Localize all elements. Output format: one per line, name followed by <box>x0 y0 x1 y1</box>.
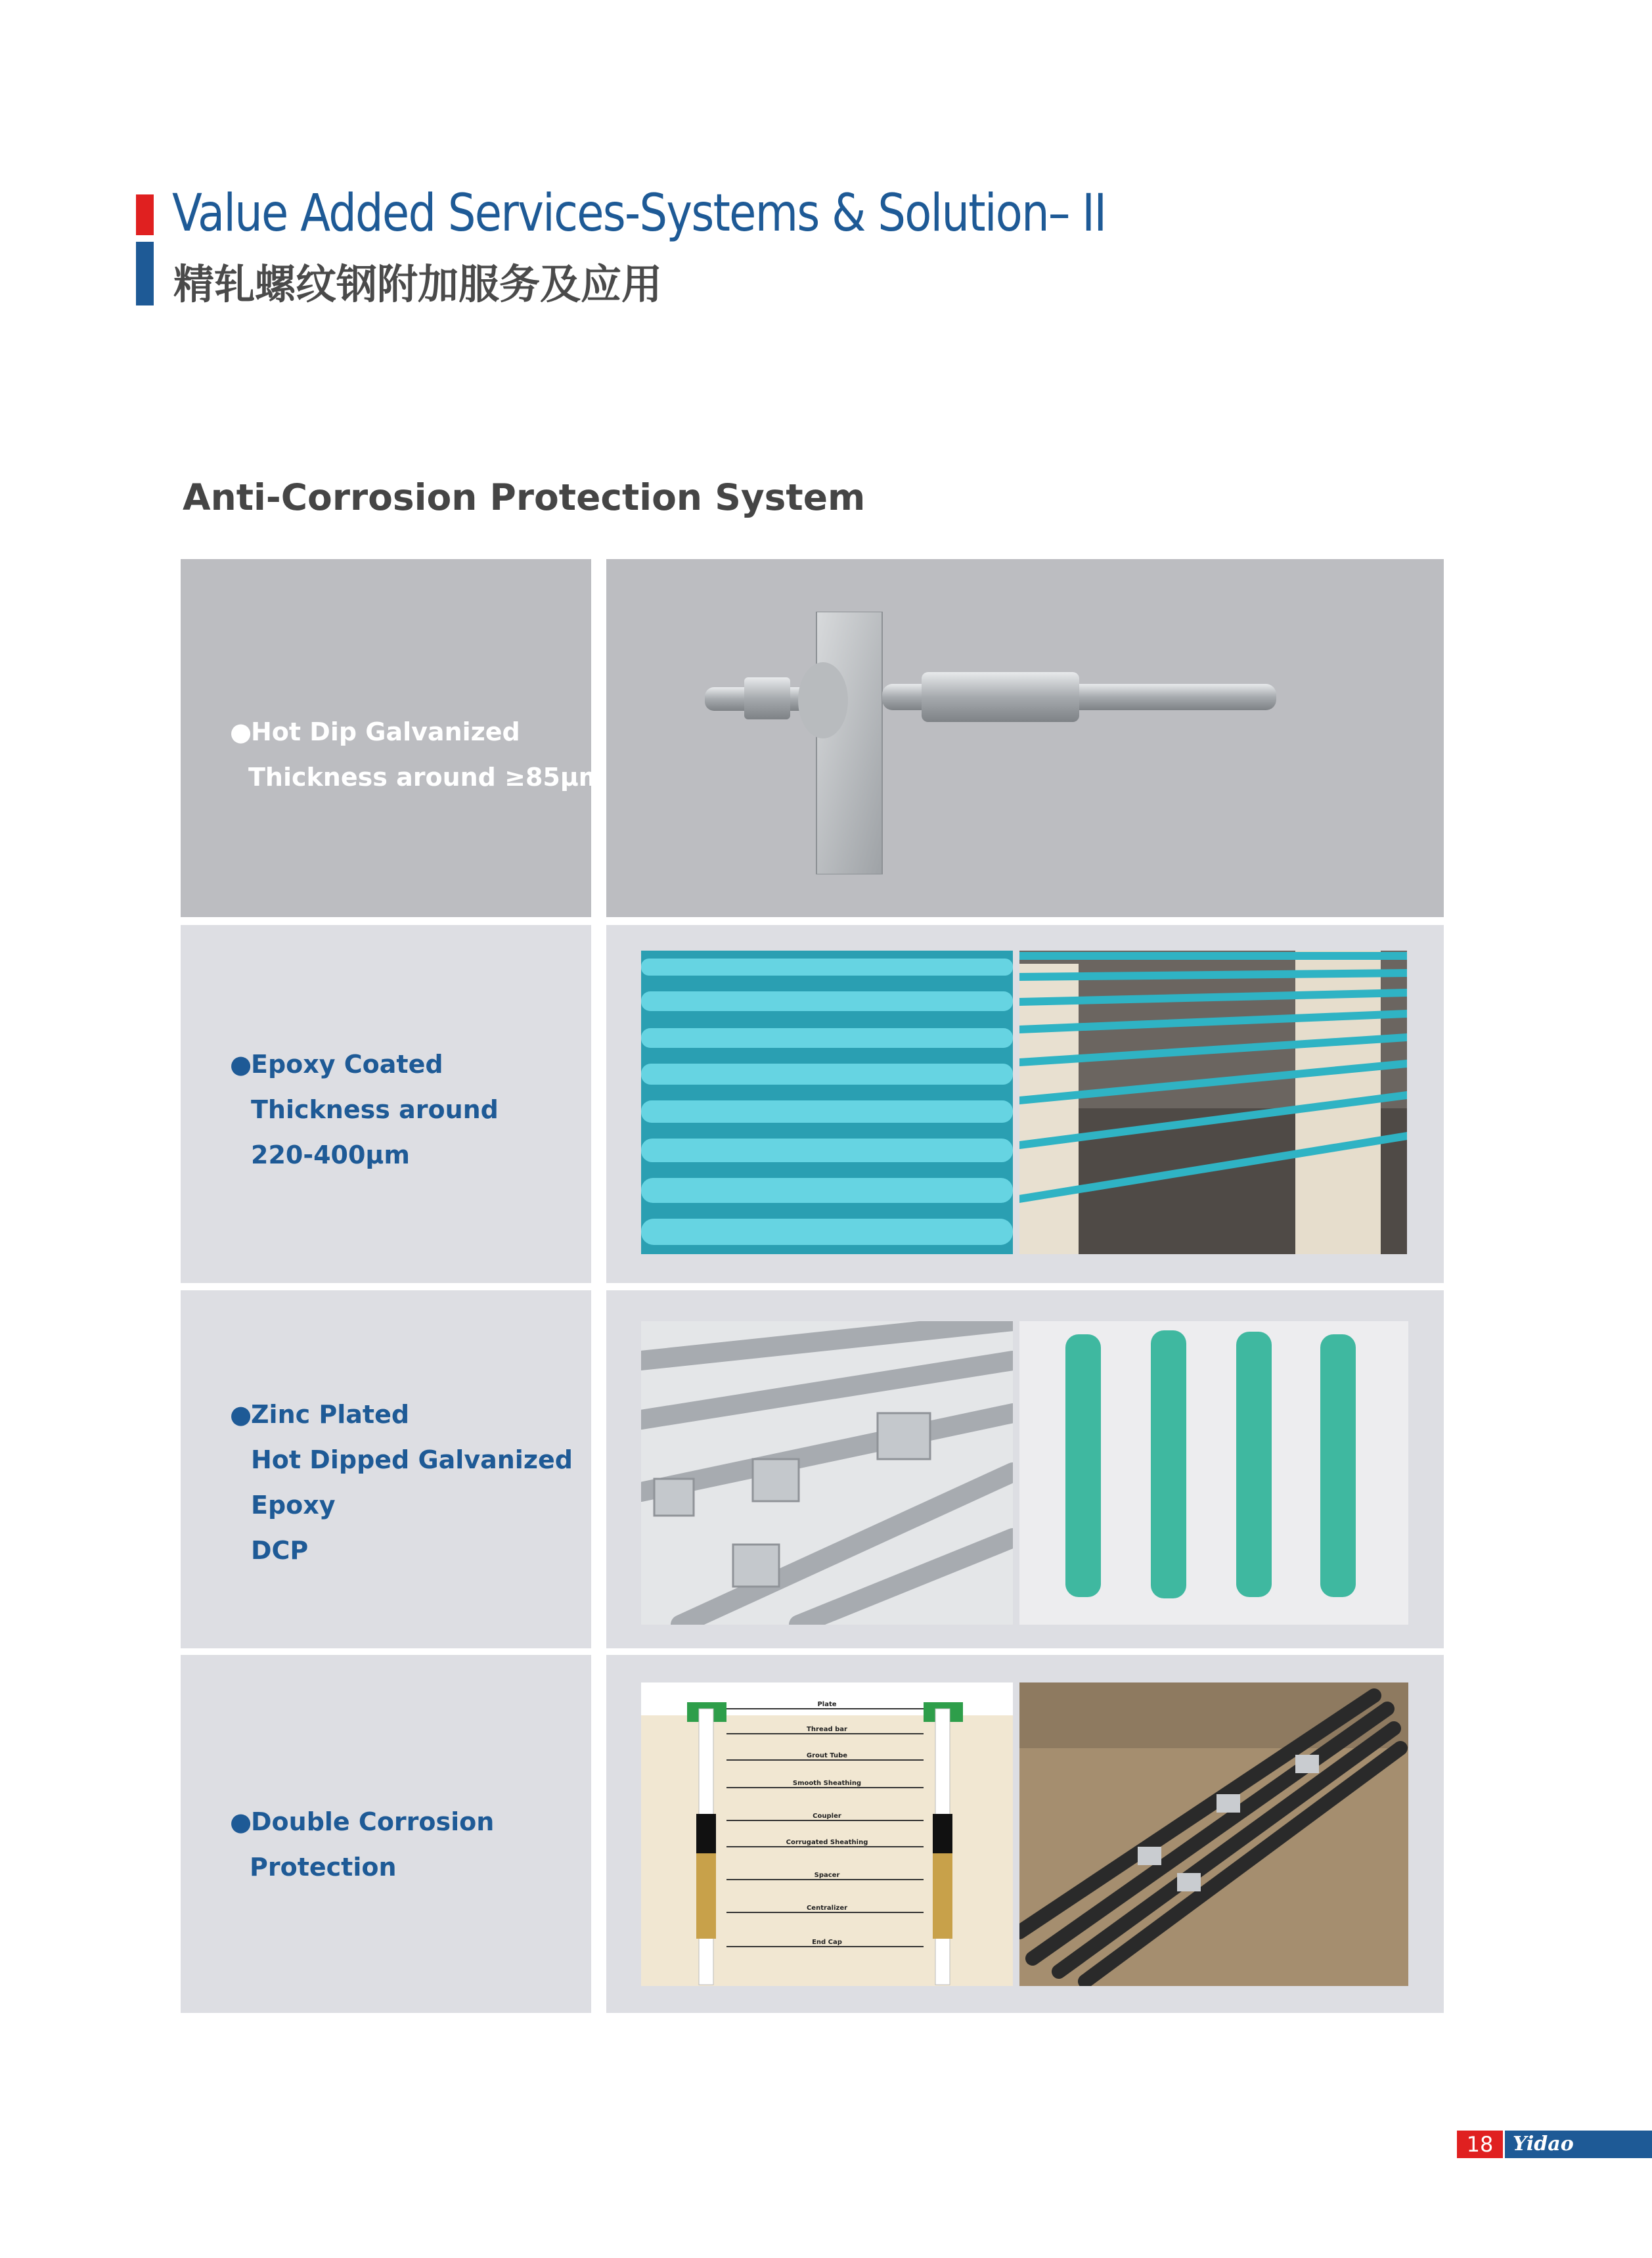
row-line <box>230 710 585 755</box>
section-heading: Anti-Corrosion Protection System <box>183 476 866 518</box>
diagram-label: Plate <box>817 1701 837 1708</box>
title-accent-blue <box>136 242 154 305</box>
diagram-label: Coupler <box>813 1813 841 1820</box>
diagram-label: Thread bar <box>807 1726 847 1733</box>
row-line-text: Epoxy Coated <box>251 1050 443 1079</box>
row-line: Protection <box>250 1853 397 1882</box>
row-epoxy-coated <box>181 925 1444 1283</box>
galvanized-bolt-image <box>705 612 1296 874</box>
row-line-text: Hot Dip Galvanized <box>251 717 520 746</box>
row-text-block <box>230 1392 585 1573</box>
dcp-anchor-diagram <box>641 1682 1013 1986</box>
row-text-cell <box>181 1290 591 1648</box>
diagram-label: Spacer <box>814 1872 840 1879</box>
row-text-block <box>230 1042 585 1178</box>
bullet-icon: ● <box>230 1050 252 1079</box>
page-title-english: Value Added Services-Systems & Solution– II <box>172 184 1106 243</box>
row-line-text: Zinc Plated <box>251 1400 410 1429</box>
zinc-plated-bars-image <box>641 1321 1013 1625</box>
row-text-block <box>230 1799 585 1890</box>
title-accent-red <box>136 194 154 235</box>
row-line: DCP <box>251 1536 309 1565</box>
epoxy-bar-samples-image <box>1019 1321 1408 1625</box>
row-line: Epoxy <box>251 1491 336 1520</box>
row-image-cell <box>606 925 1444 1283</box>
row-line: Thickness around <box>251 1095 499 1124</box>
row-line <box>230 1392 585 1437</box>
diagram-label: Centralizer <box>806 1905 848 1912</box>
row-text-cell <box>181 559 605 917</box>
epoxy-rebar-stack-image <box>641 951 1013 1254</box>
row-text-block <box>230 710 605 800</box>
diagram-label: Smooth Sheathing <box>792 1780 862 1787</box>
epoxy-rebar-rack-image <box>1019 951 1407 1254</box>
row-image-cell <box>606 1655 1444 2013</box>
row-image-cell <box>606 1290 1444 1648</box>
row-image-cell <box>606 559 1444 917</box>
page-title-chinese: 精轧螺纹钢附加服务及应用 <box>173 260 663 308</box>
row-line: 220-400μm <box>251 1140 410 1169</box>
row-line: Thickness around ≥85μm <box>248 763 605 792</box>
row-hot-dip-galvanized <box>181 559 1444 917</box>
page-number: 18 <box>1457 2131 1503 2158</box>
diagram-label: Grout Tube <box>806 1752 848 1759</box>
row-line: Hot Dipped Galvanized <box>251 1445 573 1474</box>
diagram-label: End Cap <box>812 1939 842 1946</box>
dcp-bars-site-image <box>1019 1682 1408 1986</box>
brand-name: Yidao <box>1505 2131 1652 2158</box>
row-text-cell <box>181 1655 591 2013</box>
row-text-cell <box>181 925 591 1283</box>
bullet-icon: ● <box>230 1807 252 1836</box>
bullet-icon: ● <box>230 1400 252 1429</box>
row-line <box>230 1799 585 1845</box>
diagram-label: Corrugated Sheathing <box>786 1839 868 1846</box>
row-line-text: Double Corrosion <box>251 1807 495 1836</box>
row-zinc-plated <box>181 1290 1444 1648</box>
row-line <box>230 1042 585 1087</box>
bullet-icon: ● <box>230 717 252 746</box>
row-double-corrosion <box>181 1655 1444 2013</box>
